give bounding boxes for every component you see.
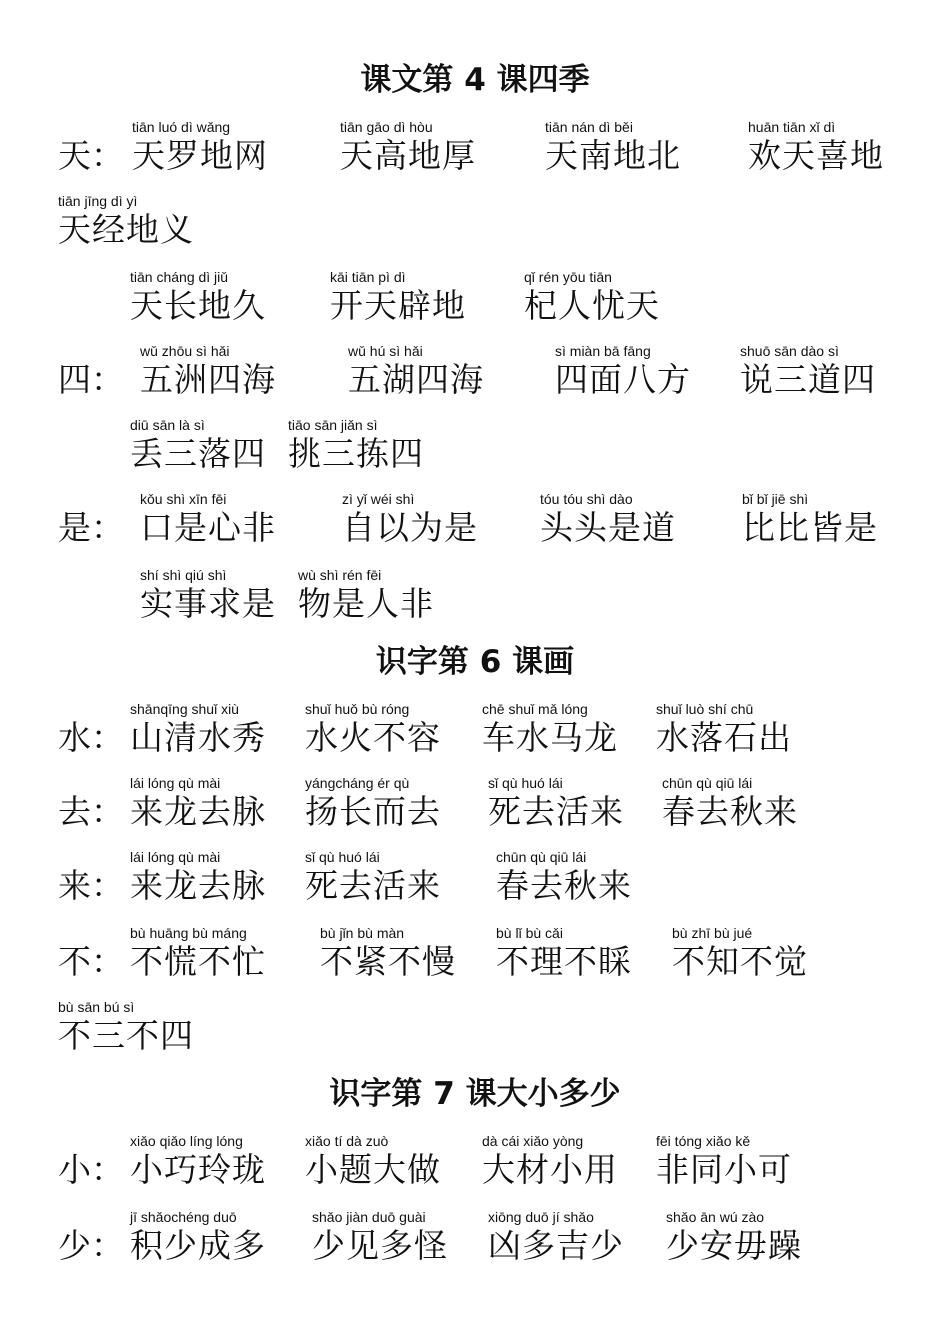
idiom-item: [305, 848, 441, 906]
idiom-pinyin: shānqīng shuǐ xiù: [130, 701, 239, 717]
idiom-text: 车水马龙: [482, 718, 618, 757]
idiom-pinyin: shuǐ luò shí chū: [656, 701, 754, 717]
idiom-pinyin: tiāo sān jiǎn sì: [288, 417, 378, 433]
idiom-item: [288, 416, 424, 474]
idiom-pinyin: lái lóng qù mài: [130, 775, 221, 791]
idiom-text: 欢天喜地: [748, 136, 884, 175]
idiom-pinyin: shuǐ huǒ bù róng: [305, 701, 410, 717]
idiom-pinyin: yángcháng ér qù: [305, 775, 410, 791]
idiom-pinyin: xiōng duō jí shǎo: [488, 1209, 594, 1225]
idiom-item: [742, 490, 878, 548]
idiom-item: [348, 342, 484, 400]
idiom-item: [545, 118, 681, 176]
idiom-pinyin: wǔ hú sì hǎi: [348, 343, 423, 359]
idiom-pinyin: bù jǐn bù màn: [320, 925, 405, 941]
idiom-pinyin: tiān jīng dì yì: [58, 193, 138, 209]
idiom-item: [130, 1132, 266, 1190]
idiom-pinyin: diū sān là sì: [130, 417, 205, 433]
idiom-text: 春去秋来: [662, 792, 798, 831]
idiom-pinyin: tóu tóu shì dào: [540, 491, 633, 507]
idiom-pinyin: bù zhī bù jué: [672, 925, 753, 941]
idiom-text: 来龙去脉: [130, 866, 266, 905]
character-label: 小：: [58, 1150, 124, 1189]
idiom-pinyin: sǐ qù huó lái: [488, 775, 563, 791]
idiom-pinyin: bǐ bǐ jiē shì: [742, 491, 809, 507]
idiom-text: 山清水秀: [130, 718, 266, 757]
character-label: 水：: [58, 718, 124, 757]
idiom-text: 天南地北: [545, 136, 681, 175]
idiom-text: 不理不睬: [496, 942, 632, 981]
idiom-text: 天高地厚: [340, 136, 476, 175]
idiom-item: [524, 268, 660, 326]
idiom-item: [740, 342, 876, 400]
idiom-text: 小巧玲珑: [130, 1150, 266, 1189]
idiom-text: 头头是道: [540, 508, 676, 547]
section-title: 识字第 6 课画: [375, 644, 575, 680]
idiom-text: 积少成多: [130, 1226, 266, 1265]
idiom-pinyin: sì miàn bā fāng: [555, 343, 651, 359]
idiom-item: [656, 700, 792, 758]
idiom-item: [298, 566, 434, 624]
idiom-item: [496, 848, 632, 906]
idiom-item: [140, 566, 276, 624]
idiom-text: 扬长而去: [305, 792, 441, 831]
idiom-text: 丢三落四: [130, 434, 266, 473]
idiom-item: [662, 774, 798, 832]
idiom-pinyin: shí shì qiú shì: [140, 567, 227, 583]
idiom-text: 实事求是: [140, 584, 276, 623]
idiom-pinyin: wù shì rén fēi: [298, 567, 382, 583]
idiom-text: 不知不觉: [672, 942, 808, 981]
idiom-text: 自以为是: [342, 508, 478, 547]
idiom-pinyin: kāi tiān pì dì: [330, 269, 406, 285]
section-title: 课文第 4 课四季: [360, 62, 590, 98]
idiom-item: [496, 924, 632, 982]
character-label: 是：: [58, 508, 124, 547]
idiom-text: 四面八方: [555, 360, 691, 399]
idiom-pinyin: dà cái xiǎo yòng: [482, 1133, 584, 1149]
idiom-text: 小题大做: [305, 1150, 441, 1189]
idiom-text: 死去活来: [488, 792, 624, 831]
character-label: 少：: [58, 1226, 124, 1265]
idiom-text: 少见多怪: [312, 1226, 448, 1265]
idiom-pinyin: sǐ qù huó lái: [305, 849, 380, 865]
idiom-text: 少安毋躁: [666, 1226, 802, 1265]
idiom-pinyin: xiǎo tí dà zuò: [305, 1133, 389, 1149]
idiom-item: [58, 998, 194, 1056]
idiom-item: [305, 1132, 441, 1190]
idiom-item: [312, 1208, 448, 1266]
idiom-pinyin: shǎo jiàn duō guài: [312, 1209, 426, 1225]
idiom-pinyin: chē shuǐ mǎ lóng: [482, 701, 588, 717]
idiom-item: [130, 1208, 266, 1266]
idiom-item: [132, 118, 268, 176]
idiom-pinyin: tiān luó dì wǎng: [132, 119, 231, 135]
character-label: 四：: [58, 360, 124, 399]
idiom-text: 物是人非: [298, 584, 434, 623]
idiom-text: 死去活来: [305, 866, 441, 905]
idiom-item: [342, 490, 478, 548]
idiom-item: [130, 848, 266, 906]
idiom-text: 天经地义: [58, 210, 194, 249]
idiom-item: [58, 192, 194, 250]
idiom-item: [488, 1208, 624, 1266]
idiom-item: [340, 118, 476, 176]
idiom-item: [130, 774, 266, 832]
idiom-text: 开天辟地: [330, 286, 466, 325]
idiom-pinyin: wǔ zhōu sì hǎi: [140, 343, 230, 359]
idiom-item: [666, 1208, 802, 1266]
idiom-text: 口是心非: [140, 508, 276, 547]
idiom-pinyin: bù huāng bù máng: [130, 925, 247, 941]
idiom-item: [130, 268, 266, 326]
idiom-text: 水火不容: [305, 718, 441, 757]
idiom-item: [320, 924, 456, 982]
idiom-pinyin: qǐ rén yōu tiān: [524, 269, 612, 285]
idiom-text: 不紧不慢: [320, 942, 456, 981]
idiom-pinyin: shuō sān dào sì: [740, 343, 839, 359]
character-label: 去：: [58, 792, 124, 831]
idiom-text: 天罗地网: [132, 136, 268, 175]
idiom-text: 水落石出: [656, 718, 792, 757]
idiom-text: 不慌不忙: [130, 942, 266, 981]
idiom-text: 非同小可: [656, 1150, 792, 1189]
idiom-text: 凶多吉少: [488, 1226, 624, 1265]
idiom-item: [555, 342, 691, 400]
idiom-item: [305, 700, 441, 758]
idiom-item: [130, 416, 266, 474]
idiom-item: [130, 700, 266, 758]
idiom-pinyin: bù lǐ bù cǎi: [496, 925, 563, 941]
idiom-item: [330, 268, 466, 326]
idiom-item: [482, 1132, 618, 1190]
idiom-pinyin: lái lóng qù mài: [130, 849, 221, 865]
idiom-item: [488, 774, 624, 832]
idiom-text: 杞人忧天: [524, 286, 660, 325]
idiom-item: [748, 118, 884, 176]
character-label: 不：: [58, 942, 124, 981]
idiom-item: [656, 1132, 792, 1190]
section-title: 识字第 7 课大小多少: [329, 1076, 621, 1112]
idiom-pinyin: shǎo ān wú zào: [666, 1209, 765, 1225]
idiom-pinyin: xiǎo qiǎo líng lóng: [130, 1133, 243, 1149]
idiom-text: 来龙去脉: [130, 792, 266, 831]
idiom-pinyin: chūn qù qiū lái: [496, 849, 587, 865]
idiom-pinyin: bù sān bú sì: [58, 999, 135, 1015]
idiom-pinyin: kǒu shì xīn fēi: [140, 491, 227, 507]
idiom-pinyin: huān tiān xǐ dì: [748, 119, 836, 135]
idiom-item: [130, 924, 266, 982]
idiom-pinyin: tiān cháng dì jiǔ: [130, 269, 229, 285]
idiom-pinyin: fēi tóng xiǎo kě: [656, 1133, 751, 1149]
idiom-pinyin: tiān nán dì běi: [545, 119, 633, 135]
idiom-item: [482, 700, 618, 758]
idiom-text: 说三道四: [740, 360, 876, 399]
idiom-item: [140, 342, 276, 400]
idiom-text: 春去秋来: [496, 866, 632, 905]
idiom-pinyin: chūn qù qiū lái: [662, 775, 753, 791]
idiom-text: 比比皆是: [742, 508, 878, 547]
idiom-text: 天长地久: [130, 286, 266, 325]
idiom-text: 五湖四海: [348, 360, 484, 399]
idiom-item: [672, 924, 808, 982]
idiom-text: 不三不四: [58, 1016, 194, 1055]
character-label: 来：: [58, 866, 124, 905]
idiom-item: [305, 774, 441, 832]
idiom-item: [140, 490, 276, 548]
idiom-item: [540, 490, 676, 548]
idiom-pinyin: tiān gāo dì hòu: [340, 119, 433, 135]
idiom-text: 五洲四海: [140, 360, 276, 399]
character-label: 天：: [58, 136, 124, 175]
idiom-pinyin: zì yǐ wéi shì: [342, 491, 415, 507]
idiom-text: 大材小用: [482, 1150, 618, 1189]
idiom-text: 挑三拣四: [288, 434, 424, 473]
idiom-pinyin: jī shǎochéng duō: [130, 1209, 237, 1225]
